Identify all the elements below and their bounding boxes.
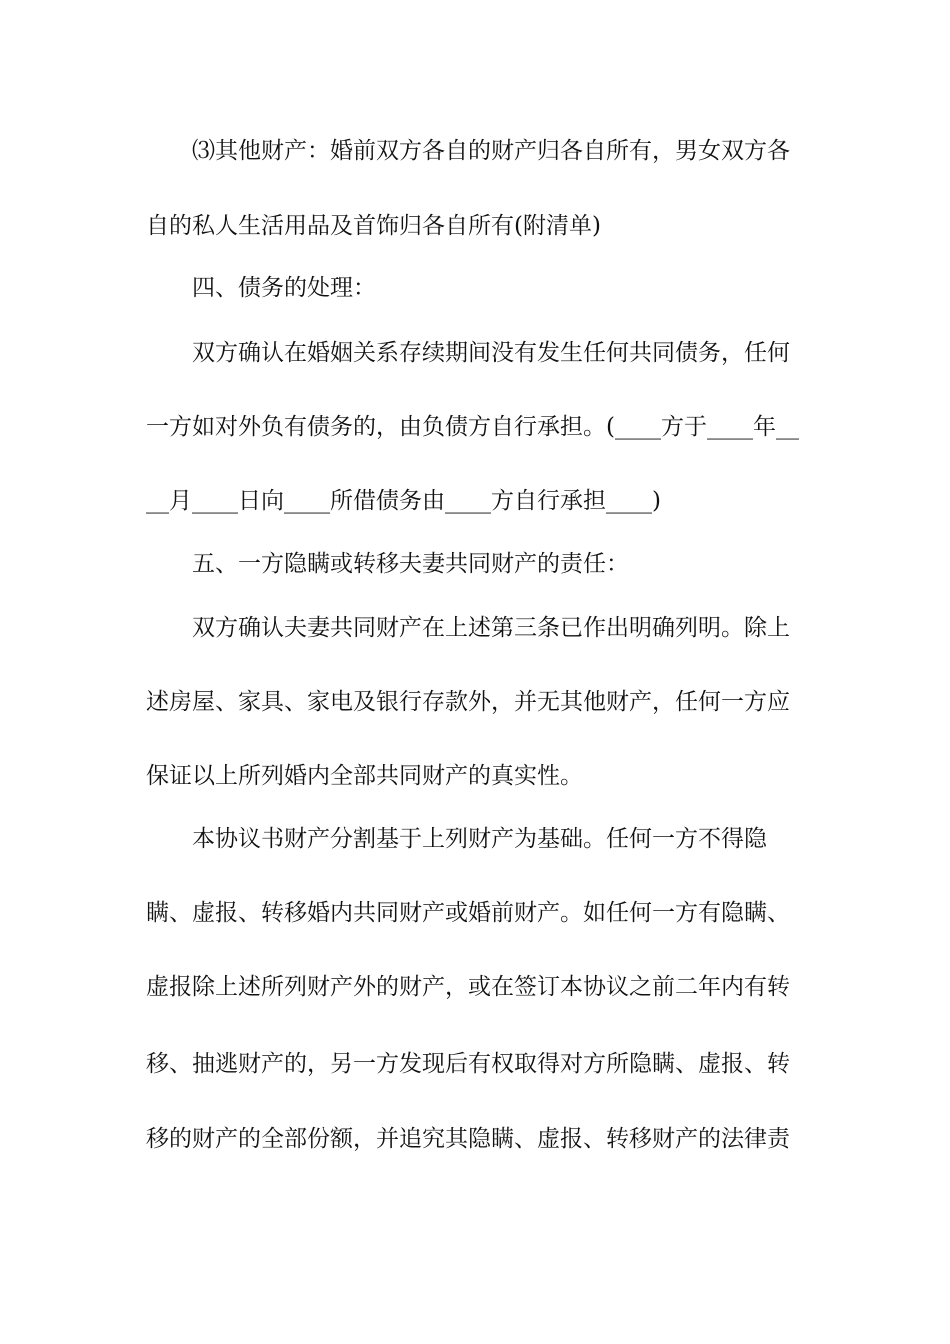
text-line: 瞒、虚报、转移婚内共同财产或婚前财产。如任何一方有隐瞒、 xyxy=(146,900,790,926)
text-line: 自的私人生活用品及首饰归各自所有(附清单) xyxy=(146,213,601,239)
text-line: 双方确认在婚姻关系存续期间没有发生任何共同债务，任何 xyxy=(192,340,790,366)
section-heading: 五、一方隐瞒或转移夫妻共同财产的责任： xyxy=(192,551,629,577)
text-line: 述房屋、家具、家电及银行存款外，并无其他财产，任何一方应 xyxy=(146,689,790,715)
text-line: 本协议书财产分割基于上列财产为基础。任何一方不得隐 xyxy=(192,826,767,852)
text-line: ⑶其他财产：婚前双方各自的财产归各自所有，男女双方各 xyxy=(192,138,790,164)
section-heading: 四、债务的处理： xyxy=(192,275,376,301)
text-line: 一方如对外负有债务的，由负债方自行承担。(____方于____年__ xyxy=(146,414,799,440)
text-line: 移、抽逃财产的，另一方发现后有权取得对方所隐瞒、虚报、转 xyxy=(146,1051,790,1077)
text-line: 保证以上所列婚内全部共同财产的真实性。 xyxy=(146,763,583,789)
text-line: __月____日向____所借债务由____方自行承担____) xyxy=(146,488,661,514)
text-line: 虚报除上述所列财产外的财产，或在签订本协议之前二年内有转 xyxy=(146,974,790,1000)
text-line: 双方确认夫妻共同财产在上述第三条已作出明确列明。除上 xyxy=(192,615,790,641)
text-line: 移的财产的全部份额，并追究其隐瞒、虚报、转移财产的法律责 xyxy=(146,1126,790,1152)
